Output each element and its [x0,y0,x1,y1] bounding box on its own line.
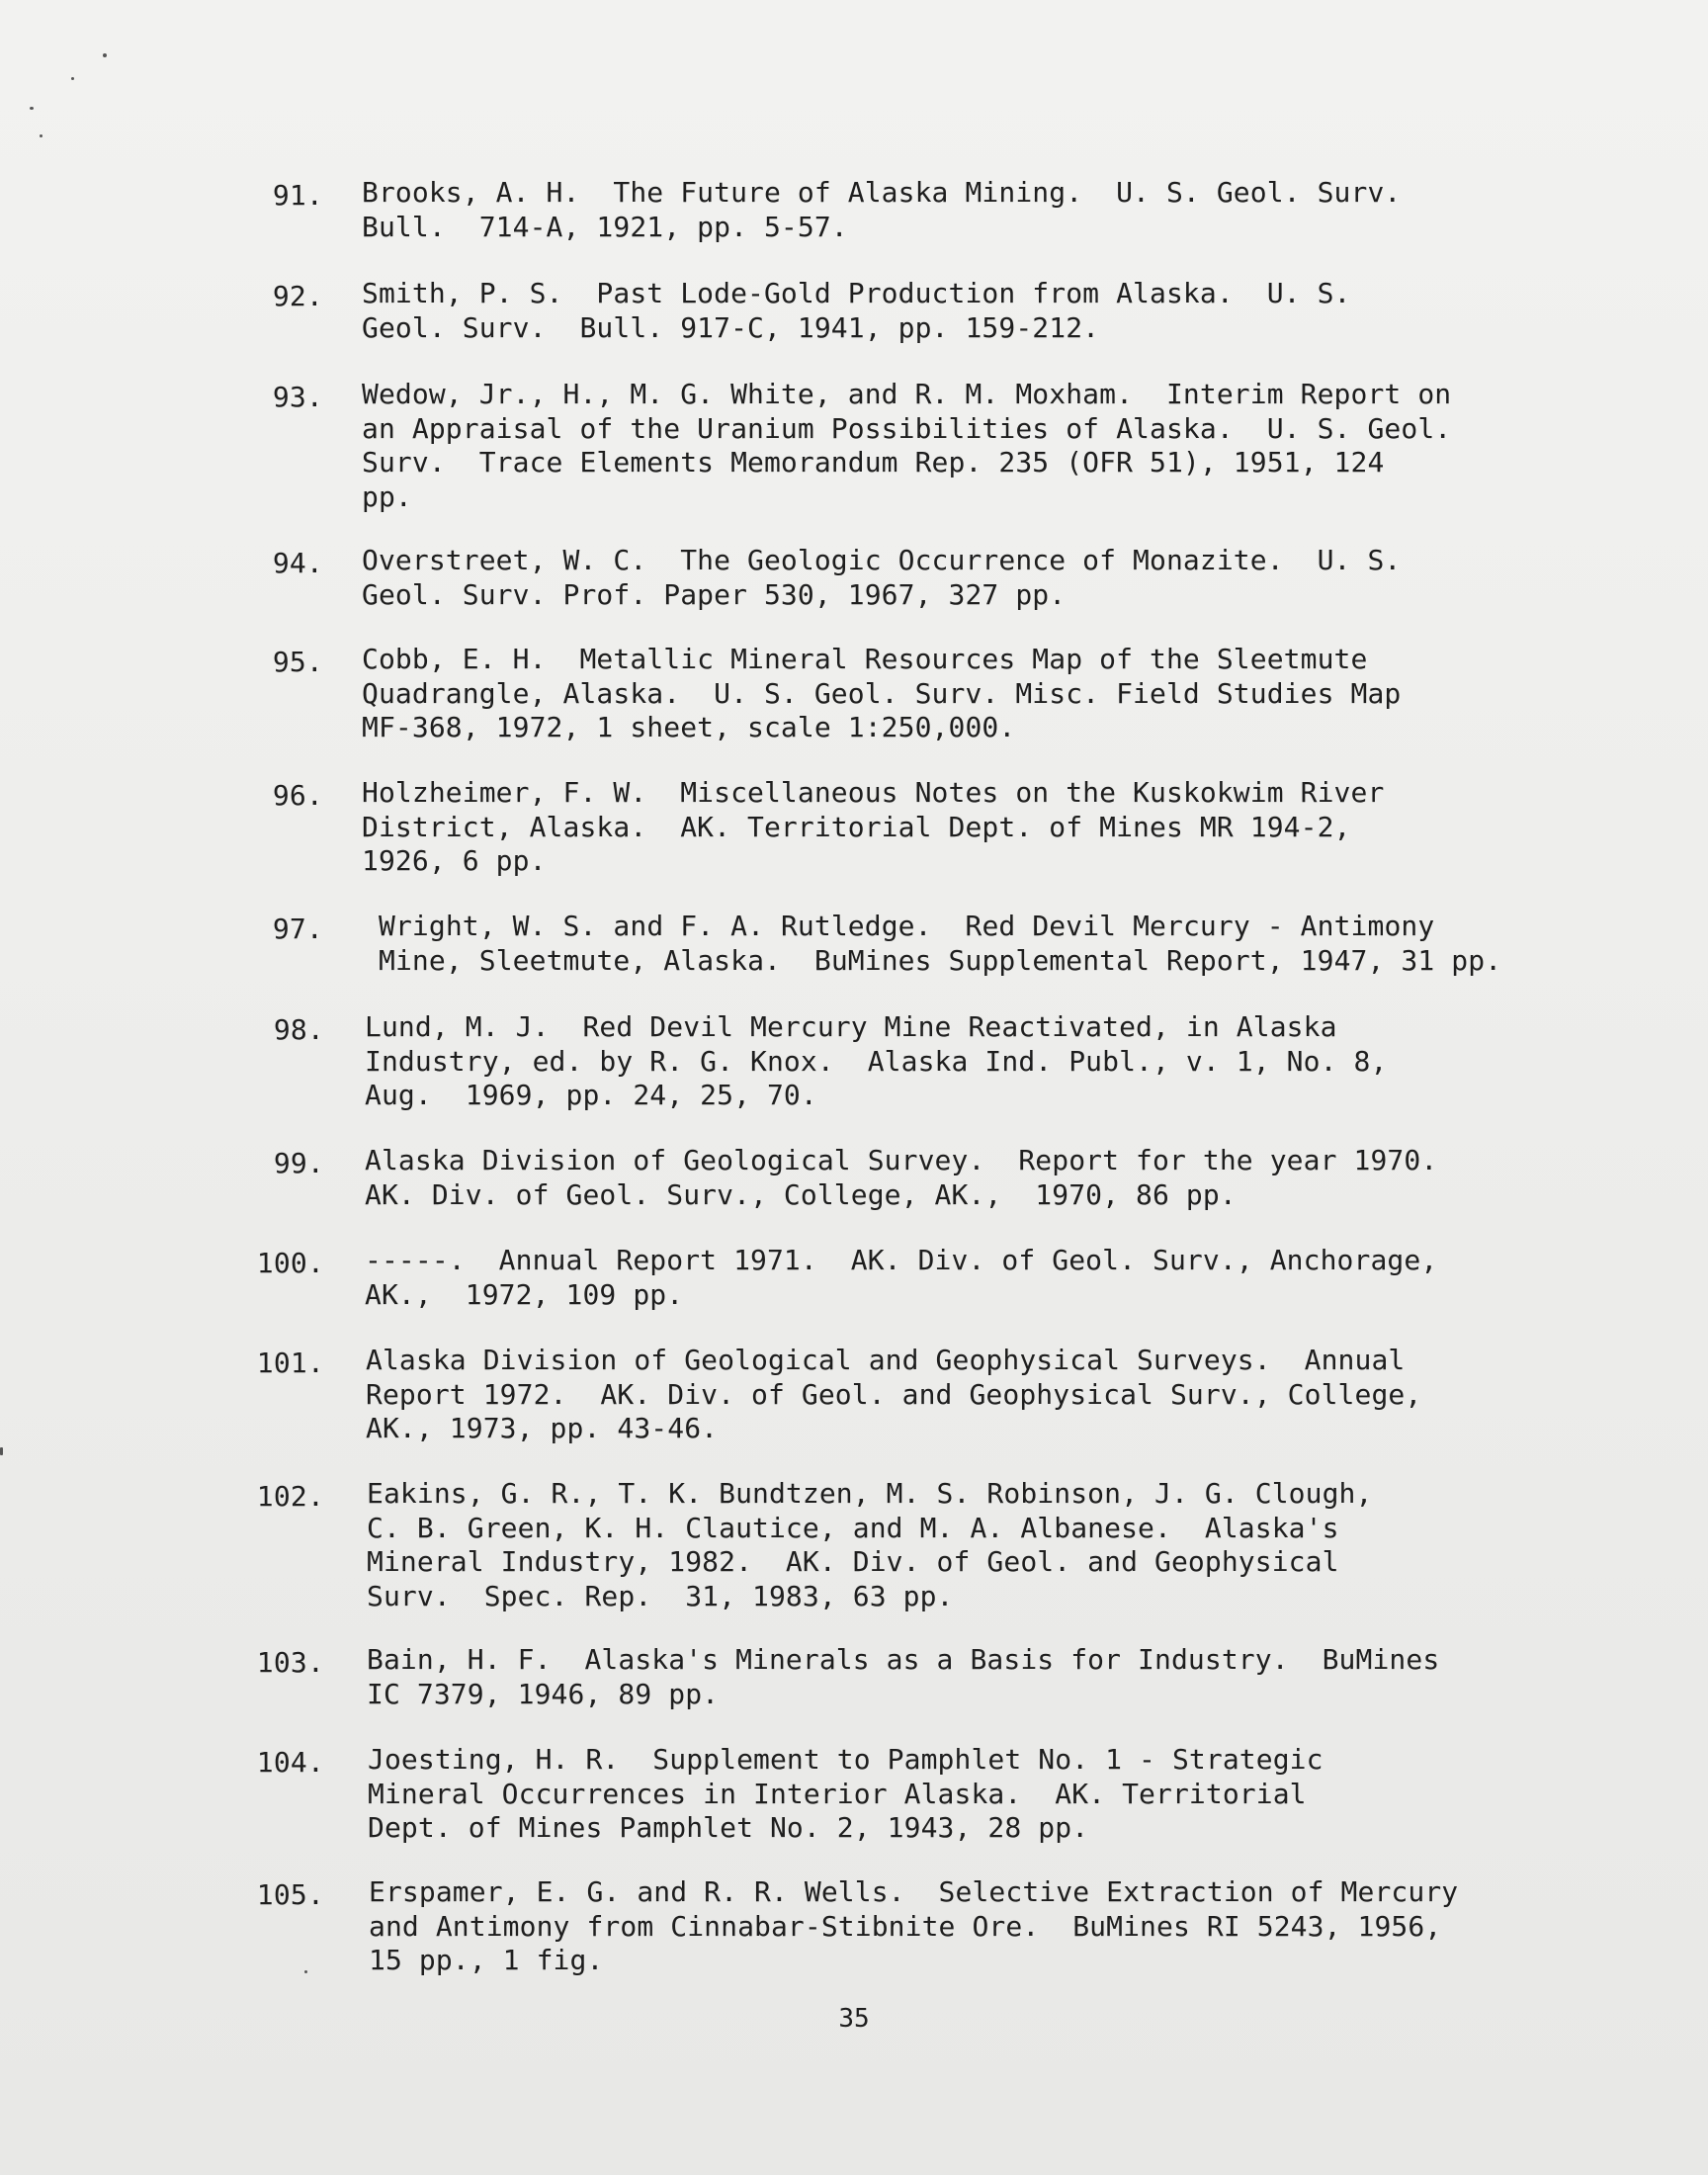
reference-line: Geol. Surv. Bull. 917-C, 1941, pp. 159-212. [362,310,1100,344]
reference-number: 93. [272,381,323,413]
reference-text [362,176,1548,244]
reference-line: 15 pp., 1 fig. [369,1944,604,1976]
reference-text [362,643,1548,745]
reference-number: 92. [272,280,323,312]
reference-line: AK., 1973, pp. 43-46. [366,1412,719,1444]
reference-line: Bull. 714-A, 1921, pp. 5-57. [362,210,848,243]
reference-text [362,277,1548,345]
reference-line: Geol. Surv. Prof. Paper 530, 1967, 327 pp. [362,577,1067,611]
reference-line: -----. Annual Report 1971. AK. Div. of Geol. Surv., Anchorage, [365,1244,1438,1276]
scan-speck [40,134,43,137]
reference-line: Holzheimer, F. W. Miscellaneous Notes on the Kuskokwim River [362,776,1385,809]
reference-line: Lund, M. J. Red Devil Mercury Mine Reactivated, in Alaska [365,1010,1337,1043]
reference-line: Quadrangle, Alaska. U. S. Geol. Surv. Misc. Field Studies Map [362,676,1402,710]
scan-speck [71,77,74,80]
reference-number: 103. [256,1646,324,1679]
reference-line: Dept. of Mines Pamphlet No. 2, 1943, 28 pp. [368,1811,1089,1844]
reference-text [365,1010,1551,1113]
reference-number: 91. [272,179,323,212]
reference-line: District, Alaska. AK. Territorial Dept. of Mines MR 194-2, [362,810,1351,843]
reference-line: MF-368, 1972, 1 sheet, scale 1:250,000. [362,711,1016,743]
scan-speck [30,107,34,110]
reference-number: 101. [256,1347,324,1379]
reference-line: AK. Div. of Geol. Surv., College, AK., 1970, 86 pp. [365,1177,1237,1211]
reference-line: Surv. Trace Elements Memorandum Rep. 235 (OFR 51), 1951, 124 [362,446,1385,478]
reference-text [367,1477,1553,1613]
reference-line: an Appraisal of the Uranium Possibilities of Alaska. U. S. Geol. [362,411,1452,445]
reference-line: AK., 1972, 109 pp. [365,1277,684,1311]
reference-line: and Antimony from Cinnabar-Stibnite Ore. BuMines RI 5243, 1956, [369,1909,1442,1943]
reference-line: Alaska Division of Geological and Geophysical Surveys. Annual [366,1344,1406,1376]
reference-number: 105. [256,1878,324,1911]
reference-text [368,1743,1554,1846]
reference-number: 98. [273,1013,324,1046]
reference-text [365,1144,1551,1212]
reference-line: Alaska Division of Geological Survey. Report for the year 1970. [365,1144,1438,1176]
reference-line: Erspamer, E. G. and R. R. Wells. Selective Extraction of Mercury [369,1875,1459,1908]
reference-line: Smith, P. S. Past Lode-Gold Production from Alaska. U. S. [362,277,1351,309]
reference-line: Cobb, E. H. Metallic Mineral Resources Map of the Sleetmute [362,643,1368,675]
reference-line: Joesting, H. R. Supplement to Pamphlet No. 1 - Strategic [368,1743,1324,1776]
reference-text [362,378,1548,514]
reference-text [365,1244,1551,1312]
reference-line: Mine, Sleetmute, Alaska. BuMines Supplemental Report, 1947, 31 pp. [379,943,1502,977]
reference-number: 102. [256,1480,324,1513]
reference-line: Bain, H. F. Alaska's Minerals as a Basis for Industry. BuMines [367,1643,1440,1676]
reference-text [362,544,1548,612]
reference-number: 94. [272,547,323,579]
reference-line: Mineral Occurrences in Interior Alaska. AK. Territorial [368,1777,1307,1810]
reference-text [369,1875,1555,1978]
reference-number: 95. [272,646,323,678]
reference-line: Aug. 1969, pp. 24, 25, 70. [365,1079,817,1111]
reference-text [367,1643,1553,1711]
scan-speck [304,1970,307,1973]
reference-number: 100. [256,1247,324,1279]
reference-number: 97. [272,913,323,945]
reference-line: Wright, W. S. and F. A. Rutledge. Red Devil Mercury - Antimony [379,910,1435,942]
page-number: 35 [838,2004,870,2034]
reference-line: Eakins, G. R., T. K. Bundtzen, M. S. Robinson, J. G. Clough, [367,1477,1373,1510]
scan-speck [0,1447,3,1455]
reference-line: IC 7379, 1946, 89 pp. [367,1677,720,1710]
reference-line: C. B. Green, K. H. Clautice, and M. A. Albanese. Alaska's [367,1511,1339,1544]
reference-line: Industry, ed. by R. G. Knox. Alaska Ind. Publ., v. 1, No. 8, [365,1044,1388,1078]
reference-line: Surv. Spec. Rep. 31, 1983, 63 pp. [367,1579,954,1612]
reference-number: 96. [272,779,323,812]
reference-line: Report 1972. AK. Div. of Geol. and Geophysical Surv., College, [366,1377,1422,1411]
reference-number: 99. [273,1147,324,1179]
reference-line: pp. [362,479,412,513]
reference-text [362,776,1548,879]
reference-line: Mineral Industry, 1982. AK. Div. of Geol. and Geophysical [367,1545,1339,1578]
reference-text [379,910,1565,978]
reference-line: Brooks, A. H. The Future of Alaska Mining. U. S. Geol. Surv. [362,176,1402,209]
reference-text [366,1344,1552,1446]
reference-line: 1926, 6 pp. [362,844,547,877]
reference-line: Overstreet, W. C. The Geologic Occurrence of Monazite. U. S. [362,544,1402,576]
reference-line: Wedow, Jr., H., M. G. White, and R. M. Moxham. Interim Report on [362,378,1452,410]
scan-speck [103,53,107,57]
reference-number: 104. [256,1746,324,1779]
